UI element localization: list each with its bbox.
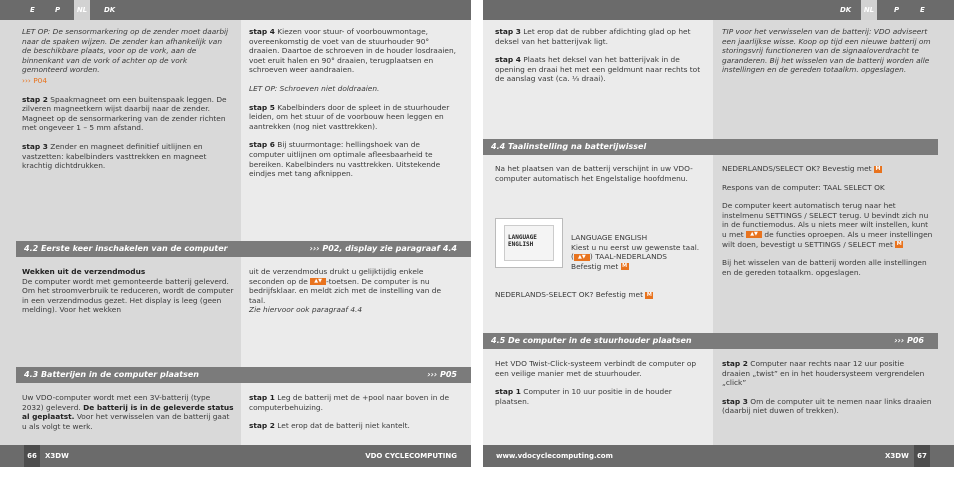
stap5-text: Kabelbinders door de spleet in de stuurhouder leiden, om het stuur of de voorbouw heen leggen en aantrekken (nog niet vasttrekken). <box>249 102 450 131</box>
section-4-5-header <box>483 333 938 349</box>
section-4-3-ref: ››› P05 <box>427 370 457 379</box>
right-col2-top <box>722 27 934 84</box>
kiest-a: Kiest u nu eerst uw gewenste taal. ( <box>571 242 700 262</box>
sec43-text-a: Uw VDO-computer wordt met een 3V-batterij (type 2032) geleverd. <box>22 393 211 412</box>
col2-line2: Respons van de computer: TAAL SELECT OK <box>722 182 885 192</box>
r-stap3-text: Let erop dat de rubber afdichting glad op het deksel van het batterijvak ligt. <box>495 27 691 46</box>
r-stap4-label: stap 4 <box>495 55 521 65</box>
top-bar-left <box>0 0 471 20</box>
intro-italic: LET OP: De sensormarkering op de zender moet daarbij naar de spaken wijzen. De zender kan afhankelijk van de beschikbare plaats, voor op de vork, aan de binnenkant van de vork of achter op de vork gemonteerd worden. <box>22 27 229 75</box>
footer-model-right: X3DW <box>885 452 909 460</box>
nl-select: NEDERLANDS-SELECT OK? Befestig met <box>495 290 643 299</box>
stap3-text: Zender en magneet definitief uitlijnen en vastzetten: kabelbinders vasttrekken en magneet krachtig dichtdrukken. <box>22 141 207 171</box>
page-number-left: 66 <box>24 445 40 467</box>
up-down-arrows-icon: ▲▼ <box>746 231 762 238</box>
lcd-line1: LANGUAGE <box>508 234 537 241</box>
sec42-text1: De computer wordt met gemonteerde batterij geleverd. Om het stroomverbruik te reduceren, wordt de computer in een verzendmodus gezet. Het display is leeg (geen melding). Voor het wekken <box>22 276 234 315</box>
stap3-label: stap 3 <box>22 141 48 151</box>
r-stap4-text: Plaats het deksel van het batterijvak in de opening en draai het met een geldmunt naar rechts tot de aanslag vast (ca. ⅓ draai). <box>495 55 701 84</box>
wekken-subtitle: Wekken uit de verzendmodus <box>22 267 146 276</box>
stap2-label: stap 2 <box>22 94 48 104</box>
stap4-text: Kiezen voor stuur- of voorbouwmontage, overeenkomstig de voet van de stuurhouder 90° draaien. Daartoe de schroeven in de houder losdraaien, voet eruit halen en 90° draaien, terugplaatsen en schroeven weer aandraaien. <box>249 27 456 75</box>
lang-english: LANGUAGE ENGLISH <box>571 233 648 242</box>
language-instructions <box>571 233 703 271</box>
page-number-right: 67 <box>914 445 930 467</box>
top-bar-right <box>483 0 954 20</box>
m-button-icon: M <box>622 263 628 270</box>
sec45-stap3-text: Om de computer uit te nemen naar links draaien (daarbij niet duwen of trekken). <box>722 396 932 416</box>
sec44-text1: Na het plaatsen van de batterij verschijnt in uw VDO-computer automatisch het Engelstalige hoofdmenu. <box>495 164 693 183</box>
section-4-2-title: 4.2 Eerste keer inschakelen van de computer <box>24 244 228 253</box>
m-button-icon: M <box>646 291 652 298</box>
section-4-2-col1 <box>22 267 234 324</box>
left-col2-top <box>249 27 457 188</box>
stap5-label: stap 5 <box>249 102 275 112</box>
stap4-label: stap 4 <box>249 27 275 36</box>
section-4-3-title: 4.3 Batterijen in de computer plaatsen <box>24 370 199 379</box>
left-col1-top <box>22 27 230 180</box>
sec45-stap3-label: stap 3 <box>722 396 748 406</box>
sec43-stap1-text: Leg de batterij met de +pool naar boven in de computerbehuizing. <box>249 393 450 412</box>
footer-left <box>0 445 471 467</box>
lcd-screen <box>504 225 554 261</box>
lang-e: E <box>920 6 925 14</box>
nl-select-line <box>495 290 705 300</box>
sec45-stap1-label: stap 1 <box>495 387 521 397</box>
up-down-arrows-icon: ▲▼ <box>574 254 590 261</box>
lcd-display-image <box>495 218 563 268</box>
col2-line1: NEDERLANDS/SELECT OK? Bevestig met <box>722 164 872 173</box>
section-4-2-ref: ››› P02, display zie paragraaf 4.4 <box>309 244 457 253</box>
kiest-b: ) TAAL-NEDERLANDS <box>589 252 667 262</box>
section-4-3-header <box>16 367 471 383</box>
footer-right <box>483 445 954 467</box>
section-4-5-col1 <box>495 359 703 415</box>
col2-para2: Bij het wisselen van de batterij worden alle instellingen en de gereden totaalkm. opgeslagen. <box>722 258 927 277</box>
sec43-stap2-text: Let erop dat de batterij niet kantelt. <box>277 421 410 431</box>
lang-e: E <box>30 6 35 14</box>
stap2-text: Spaakmagneet om een buitenspaak leggen. De zilveren magneetkern wijst daarbij naar de zender. Magneet op de sensormarkering van de zender richten met ongeveer 1 – 5 mm afstand. <box>22 94 227 133</box>
sec42-text2a: uit de verzendmodus drukt u gelijktijdig enkele seconden op de <box>249 267 424 286</box>
stap6-text: Bij stuurmontage: hellingshoek van de computer uitlijnen om optimale afleesbaarheid te bereiken. Kabelbinders nu vasttrekken. Uitstekende eindjes met tang afknippen. <box>249 140 441 179</box>
section-4-3-col2 <box>249 393 457 440</box>
footer-model-left: X3DW <box>45 452 69 460</box>
section-4-4-header <box>483 139 938 155</box>
section-4-3-col1 <box>22 393 234 440</box>
lang-p: P <box>894 6 900 14</box>
tip-text: TIP voor het verwisselen van de batterij: VDO adviseert een jaarlijkse wisse. Koop op tijd een nieuwe batterij om storingsvrij functioneren van de signaaloverdracht te garanderen. Bij het wisselen van de batterij worden alle instellingen en de gereden totaalkm. opgeslagen. <box>722 27 931 75</box>
lang-dk: DK <box>104 6 116 14</box>
sec43-stap1-label: stap 1 <box>249 393 275 402</box>
m-button-icon: M <box>875 165 881 172</box>
lang-p: P <box>55 6 61 14</box>
footer-website: www.vdocyclecomputing.com <box>496 452 613 460</box>
sec45-text: Het VDO Twist-Click-systeem verbindt de computer op een veilige manier met de stuurhouder. <box>495 359 697 378</box>
footer-brand: VDO CYCLECOMPUTING <box>365 452 457 460</box>
m-button-icon: M <box>896 241 902 248</box>
befestig: Befestig met <box>571 261 619 271</box>
up-down-arrows-icon: ▲▼ <box>310 278 326 285</box>
sec43-text-b: Voor het verwisselen van de batterij gaat u als volgt te werk. <box>22 412 230 431</box>
section-4-5-ref: ››› P06 <box>894 336 924 345</box>
right-col1-top <box>495 27 703 93</box>
section-4-5-col2 <box>722 359 934 425</box>
section-4-4-col1 <box>495 164 703 192</box>
section-4-4-title: 4.4 Taalinstelling na batterijwissel <box>491 142 647 151</box>
section-4-2-header <box>16 241 471 257</box>
lang-dk: DK <box>840 6 852 14</box>
sec42-text2b: -toetsen. De computer is nu bedrijfsklaar. en meldt zich met de instelling van de taal. <box>249 276 441 305</box>
intro-ref: ››› P04 <box>22 75 48 85</box>
section-4-5-title: 4.5 De computer in de stuurhouder plaatsen <box>491 336 692 345</box>
sec45-stap2-text: Computer naar rechts naar 12 uur positie draaien „twist” en in het houdersysteem vergrendelen „click” <box>722 359 925 388</box>
section-4-4-col2 <box>722 164 934 286</box>
sec43-text-bold: De batterij is in de geleverde status al geplaatst. <box>22 402 234 422</box>
sec43-stap2-label: stap 2 <box>249 421 275 431</box>
col2-para-a: De computer keert automatisch terug naar het instelmenu SETTINGS / SELECT terug. U bevindt zich nu in de functiemodus. Als u niets meer wilt instellen, kunt u met <box>722 201 929 239</box>
sec45-stap2-label: stap 2 <box>722 359 748 368</box>
section-4-2-col2 <box>249 267 457 324</box>
lang-nl: NL <box>74 0 90 20</box>
letop-schroeven: LET OP: Schroeven niet doldraaien. <box>249 83 380 93</box>
lang-nl: NL <box>861 0 877 20</box>
stap6-label: stap 6 <box>249 140 275 150</box>
r-stap3-label: stap 3 <box>495 27 521 36</box>
sec42-italic-ref: Zie hiervoor ook paragraaf 4.4 <box>249 305 363 315</box>
sec45-stap1-text: Computer in 10 uur positie in de houder plaatsen. <box>495 387 672 406</box>
col2-para-b: de functies oproepen. Als u meer instellingen wilt doen, bevestigt u SETTINGS / SELECT met <box>722 229 933 249</box>
lcd-line2: ENGLISH <box>508 241 534 248</box>
